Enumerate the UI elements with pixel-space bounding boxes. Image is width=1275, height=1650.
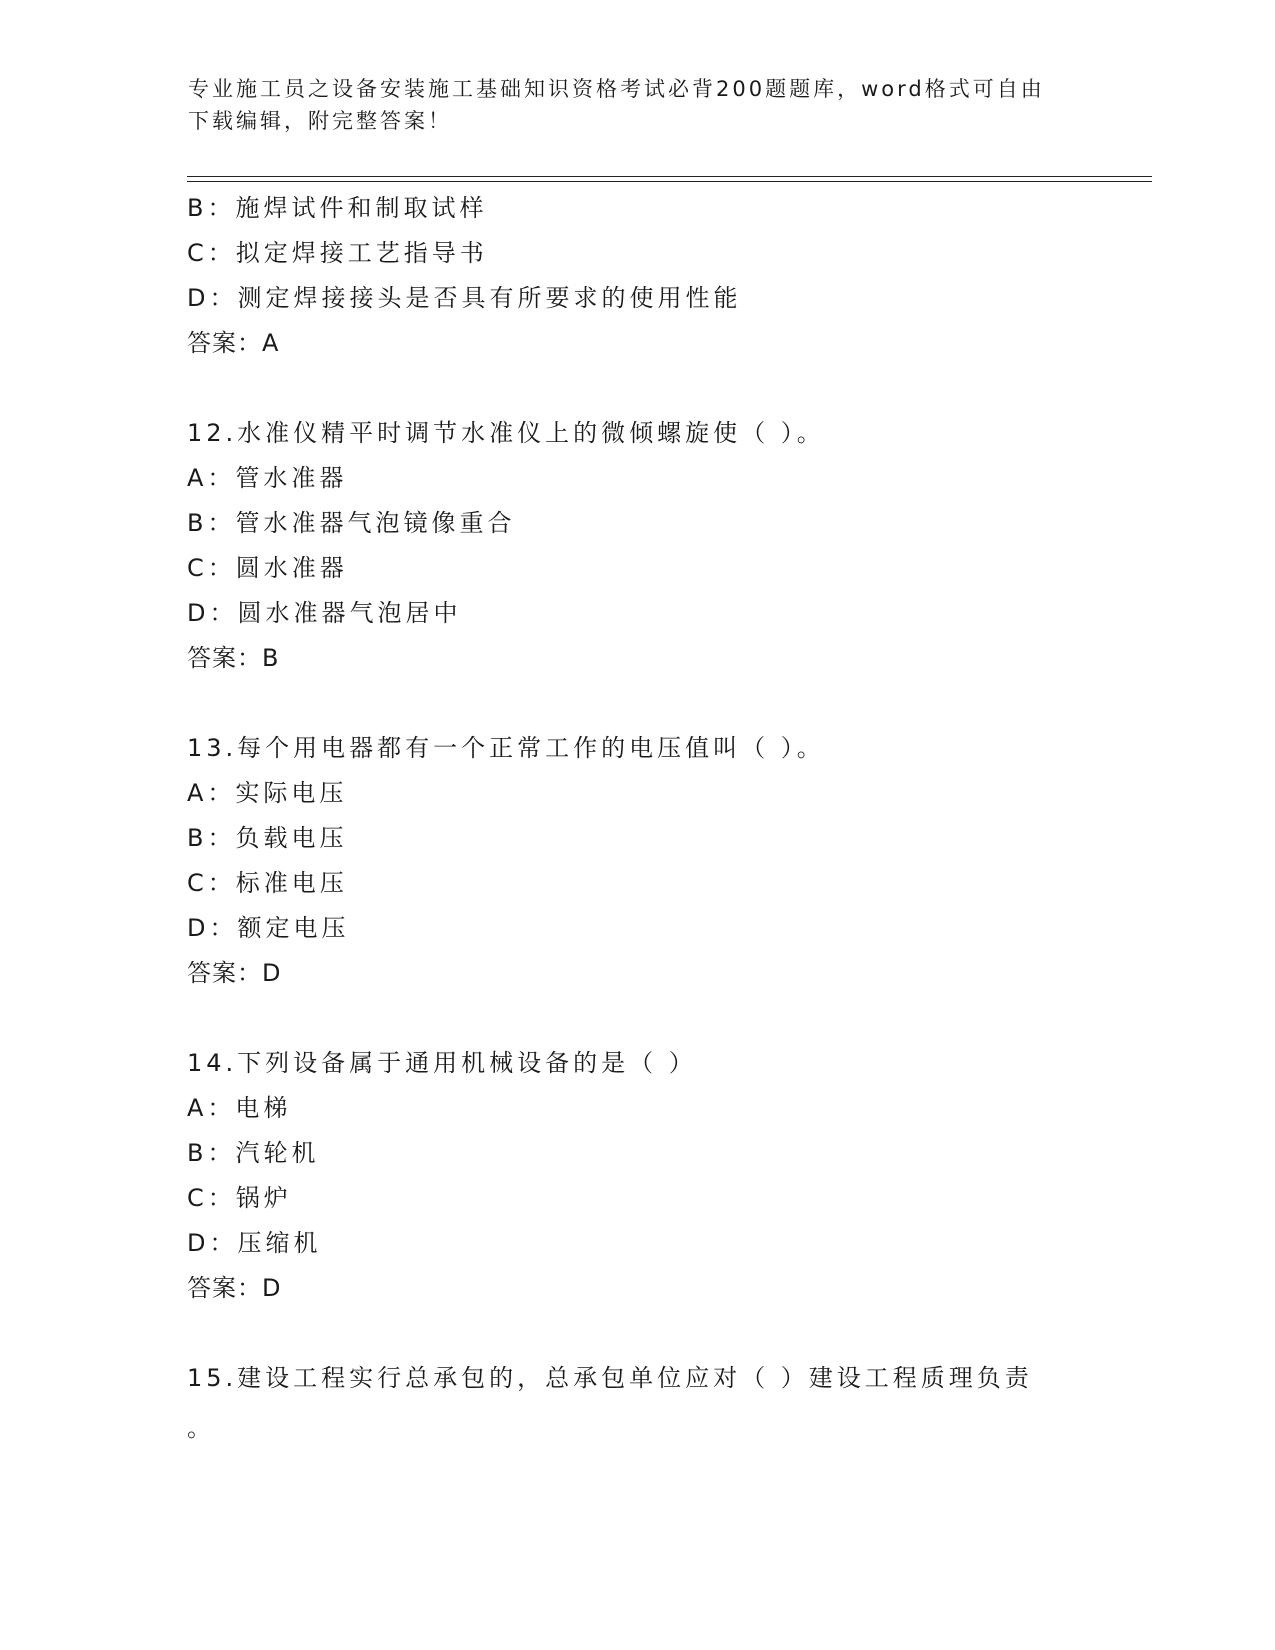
q15-question-line-1: 15.建设工程实行总承包的，总承包单位应对（ ）建设工程质理负责 [187, 1364, 1033, 1392]
q13-answer: 答案：D [187, 959, 282, 987]
q13-option-a: A：实际电压 [187, 779, 348, 807]
q14-question: 14.下列设备属于通用机械设备的是（ ） [187, 1049, 697, 1077]
q13-option-d: D：额定电压 [187, 914, 350, 942]
q14-option-b: B：汽轮机 [187, 1139, 320, 1167]
q14-option-d: D：压缩机 [187, 1229, 322, 1257]
q12-option-c: C：圆水准器 [187, 554, 348, 582]
q12-answer: 答案：B [187, 644, 280, 672]
header-title-line-1: 专业施工员之设备安装施工基础知识资格考试必背200题题库，word格式可自由 [188, 77, 1045, 101]
q15-question-line-2: 。 [187, 1414, 215, 1442]
q11-answer: 答案：A [187, 329, 280, 357]
header-title-line-2: 下载编辑，附完整答案！ [188, 109, 452, 133]
header-divider-top [187, 176, 1152, 177]
q12-option-b: B：管水准器气泡镜像重合 [187, 509, 516, 537]
q14-answer: 答案：D [187, 1274, 282, 1302]
q12-option-d: D：圆水准器气泡居中 [187, 599, 462, 627]
q12-option-a: A：管水准器 [187, 464, 348, 492]
q11-option-c: C：拟定焊接工艺指导书 [187, 239, 488, 267]
q11-option-b: B：施焊试件和制取试样 [187, 194, 488, 222]
q14-option-a: A：电梯 [187, 1094, 292, 1122]
q13-option-b: B：负载电压 [187, 824, 348, 852]
q13-question: 13.每个用电器都有一个正常工作的电压值叫（ ）。 [187, 734, 825, 762]
q11-option-d: D：测定焊接接头是否具有所要求的使用性能 [187, 284, 742, 312]
q13-option-c: C：标准电压 [187, 869, 348, 897]
q12-question: 12.水准仪精平时调节水准仪上的微倾螺旋使（ ）。 [187, 419, 825, 447]
header-divider-bottom [187, 181, 1152, 182]
document-header [188, 73, 1068, 137]
q14-option-c: C：锅炉 [187, 1184, 292, 1212]
